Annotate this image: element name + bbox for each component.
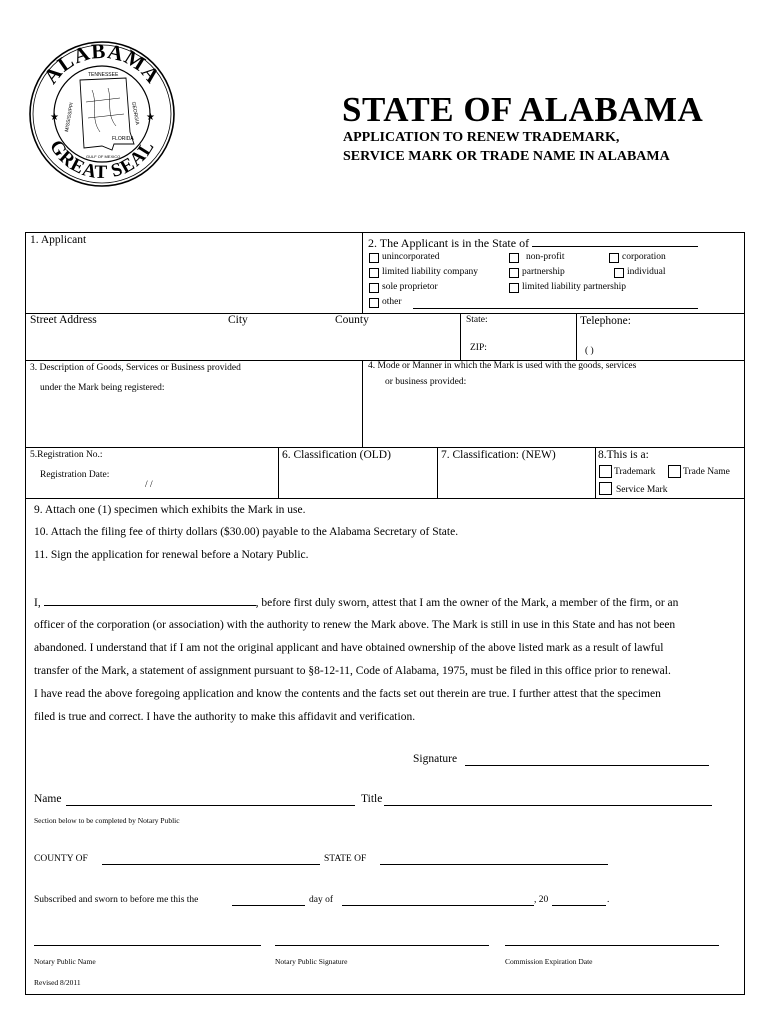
affiant-name-field[interactable]	[44, 596, 256, 606]
great-seal-logo	[28, 40, 176, 188]
label-other: other	[382, 297, 402, 307]
label-service-mark: Service Mark	[616, 485, 668, 495]
checkbox-llp[interactable]	[509, 283, 519, 293]
sworn-period: .	[607, 895, 610, 905]
instruction-11: 11. Sign the application for renewal before a Notary Public.	[34, 549, 309, 561]
notary-signature-label: Notary Public Signature	[275, 957, 348, 966]
checkbox-sole-proprietor[interactable]	[369, 283, 379, 293]
svg-text:GREAT SEAL: GREAT SEAL	[45, 136, 159, 184]
affidavit-line3: abandoned. I understand that if I am not the original applicant and have obtained ownership of the above listed mark as a result of lawful	[34, 642, 664, 654]
checkbox-partnership[interactable]	[509, 268, 519, 278]
divider	[362, 232, 363, 313]
mark-type-label: 8.This is a:	[598, 449, 649, 461]
state-of-field[interactable]	[380, 864, 608, 865]
divider	[595, 447, 596, 498]
svg-text:ALABAMA: ALABAMA	[38, 40, 166, 89]
divider	[25, 498, 745, 499]
affidavit-line1	[34, 596, 678, 609]
registration-no-label	[30, 450, 103, 460]
applicant-state-label	[368, 236, 698, 251]
other-field[interactable]	[413, 308, 698, 309]
checkbox-unincorporated[interactable]	[369, 253, 379, 263]
svg-text:TENNESSEE: TENNESSEE	[88, 72, 119, 78]
city-label: City	[228, 314, 248, 326]
description-label-line2: under the Mark being registered:	[40, 383, 165, 393]
svg-text:★: ★	[50, 112, 59, 123]
svg-text:GEORGIA: GEORGIA	[130, 101, 140, 126]
zip-label: ZIP:	[470, 343, 487, 353]
instruction-10: 10. Attach the filing fee of thirty dollars ($30.00) payable to the Alabama Secretary of State.	[34, 526, 459, 538]
sworn-year-field[interactable]	[552, 905, 606, 906]
applicant-field[interactable]	[30, 250, 358, 310]
instruction-9: 9. Attach one (1) specimen which exhibits the Mark in use.	[34, 504, 306, 516]
sworn-month-field[interactable]	[342, 905, 534, 906]
county-of-field[interactable]	[102, 864, 320, 865]
divider	[460, 313, 461, 360]
svg-text:★: ★	[146, 112, 155, 123]
mode-label-line1: 4. Mode or Manner in which the Mark is used with the goods, services	[368, 361, 637, 371]
telephone-label: Telephone:	[580, 315, 631, 327]
page-subtitle-line1: APPLICATION TO RENEW TRADEMARK,	[343, 130, 620, 145]
label-trade-name: Trade Name	[683, 467, 730, 477]
county-label: County	[335, 314, 369, 326]
checkbox-trade-name[interactable]	[668, 465, 681, 478]
label-trademark: Trademark	[614, 467, 656, 477]
label-individual: individual	[627, 267, 666, 277]
svg-text:MISSISSIPPI: MISSISSIPPI	[64, 102, 76, 133]
sworn-day-field[interactable]	[232, 905, 305, 906]
signature-label: Signature	[413, 753, 458, 765]
applicant-state-text: 2. The Applicant is in the State of	[368, 236, 530, 250]
description-label-line1: 3. Description of Goods, Services or Business provided	[30, 363, 241, 373]
page-subtitle-line2: SERVICE MARK OR TRADE NAME IN ALABAMA	[343, 149, 670, 164]
description-field[interactable]	[30, 398, 358, 444]
state-of-label: STATE OF	[324, 854, 367, 864]
checkbox-other[interactable]	[369, 298, 379, 308]
divider	[278, 447, 279, 498]
revision-note: Revised 8/2011	[34, 978, 81, 987]
label-llp: limited liability partnership	[522, 282, 626, 292]
registration-no-text: Registration No.:	[37, 450, 103, 460]
state-label: State:	[466, 315, 488, 325]
classification-new-label: 7. Classification: (NEW)	[441, 449, 556, 461]
label-nonprofit: non-profit	[526, 252, 565, 262]
notary-name-label: Notary Public Name	[34, 957, 96, 966]
applicant-label: 1. Applicant	[30, 234, 87, 246]
notary-signature-field[interactable]	[275, 945, 489, 946]
affidavit-i: I,	[34, 597, 41, 609]
label-corporation: corporation	[622, 252, 666, 262]
notary-name-field[interactable]	[34, 945, 261, 946]
page-title: STATE OF ALABAMA	[342, 90, 704, 129]
divider	[25, 447, 745, 448]
registration-no-number: 5.	[30, 450, 38, 460]
label-unincorporated: unincorporated	[382, 252, 440, 262]
checkbox-corporation[interactable]	[609, 253, 619, 263]
commission-date-field[interactable]	[505, 945, 719, 946]
sworn-label: Subscribed and sworn to before me this the	[34, 895, 199, 905]
checkbox-individual[interactable]	[614, 268, 624, 278]
checkbox-nonprofit[interactable]	[509, 253, 519, 263]
svg-text:GULF OF MEXICO: GULF OF MEXICO	[86, 154, 121, 159]
county-of-label: COUNTY OF	[34, 854, 88, 864]
affidavit-line4: transfer of the Mark, a statement of assignment pursuant to §8-12-11, Code of Alabama, 1975, must be filed in this office prior to renewal.	[34, 665, 671, 677]
divider	[25, 313, 745, 314]
sworn-day-label: day of	[309, 895, 334, 905]
divider	[362, 360, 363, 447]
sworn-year-label: , 20	[534, 895, 549, 905]
title-field[interactable]	[384, 805, 712, 806]
checkbox-llc[interactable]	[369, 268, 379, 278]
affidavit-line5: I have read the above foregoing application and know the contents and the facts set out therein are true. I further attest that the specimen	[34, 688, 661, 700]
label-sole-proprietor: sole proprietor	[382, 282, 438, 292]
svg-text:FLORIDA: FLORIDA	[112, 136, 134, 142]
mode-field[interactable]	[368, 392, 740, 444]
commission-date-label: Commission Expiration Date	[505, 957, 593, 966]
divider	[437, 447, 438, 498]
registration-date-field[interactable]: / /	[145, 480, 153, 490]
name-field[interactable]	[66, 805, 355, 806]
label-llc: limited liability company	[382, 267, 479, 277]
affidavit-line1-text: , before first duly sworn, attest that I am the owner of the Mark, a member of the firm, or an	[255, 597, 679, 609]
street-address-label: Street Address	[30, 314, 97, 326]
form-frame	[25, 232, 745, 995]
mode-label-line2: or business provided:	[385, 377, 467, 387]
affidavit-line2: officer of the corporation (or association) with the authority to renew the Mark above. The Mark is still in use in this State and has not been	[34, 619, 676, 631]
affidavit-line6: filed is true and correct. I have the authority to make this affidavit and verification.	[34, 711, 416, 723]
name-label: Name	[34, 793, 62, 805]
applicant-state-field[interactable]	[532, 237, 698, 247]
title-label: Title	[361, 793, 383, 805]
checkbox-trademark[interactable]	[599, 465, 612, 478]
telephone-field[interactable]: ( )	[585, 346, 594, 356]
divider	[576, 313, 577, 360]
signature-field[interactable]	[465, 765, 709, 766]
notary-section-note: Section below to be completed by Notary Public	[34, 816, 180, 825]
checkbox-service-mark[interactable]	[599, 482, 612, 495]
label-partnership: partnership	[522, 267, 565, 277]
classification-old-label: 6. Classification (OLD)	[282, 449, 391, 461]
registration-date-label: Registration Date:	[40, 470, 110, 480]
